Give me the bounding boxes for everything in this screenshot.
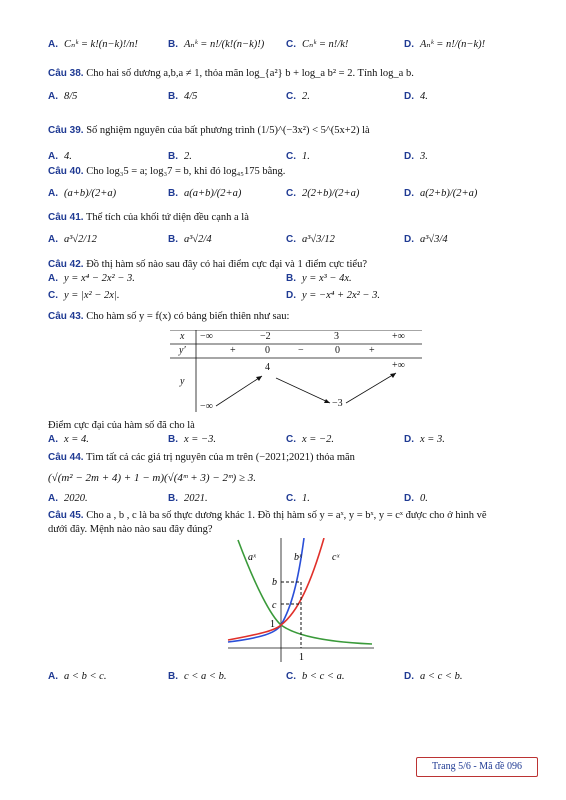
q39-stem	[48, 124, 542, 137]
option-text: a < b < c.	[64, 671, 107, 682]
option-text: b < c < a.	[302, 671, 345, 682]
q43-stem	[48, 310, 542, 323]
option-letter: A.	[48, 434, 58, 445]
q38-option-c[interactable]	[286, 90, 310, 104]
tick-c: c	[272, 600, 277, 611]
option-letter: B.	[168, 39, 178, 50]
table-y-value: −3	[332, 398, 343, 409]
option-text: (a+b)/(2+a)	[64, 188, 117, 199]
q44-option-b[interactable]	[168, 492, 208, 506]
table-sign: +	[369, 345, 375, 356]
table-yprime-header: y′	[179, 345, 186, 356]
q41-option-a[interactable]	[48, 233, 97, 247]
q39-option-b[interactable]	[168, 150, 192, 164]
option-text: a³√2/12	[64, 234, 97, 245]
q43-options	[48, 433, 546, 449]
option-text: x = 3.	[420, 434, 445, 445]
q40-options	[48, 187, 546, 203]
variation-table	[170, 330, 422, 412]
q38-option-a[interactable]	[48, 90, 77, 104]
option-letter: B.	[168, 188, 178, 199]
option-text: y = −x⁴ + 2x² − 3.	[302, 290, 380, 301]
label-b: bˣ	[294, 552, 302, 563]
option-letter: C.	[286, 151, 296, 162]
q44-option-d[interactable]	[404, 492, 428, 506]
option-text: 2(2+b)/(2+a)	[302, 188, 360, 199]
option-letter: C.	[286, 434, 296, 445]
option-letter: D.	[404, 671, 414, 682]
q39-option-d[interactable]	[404, 150, 428, 164]
option-text: x = 4.	[64, 434, 89, 445]
table-x-value: −2	[260, 331, 271, 342]
option-text: Cₙᵏ = k!(n−k)!/n!	[64, 39, 138, 50]
q39-option-c[interactable]	[286, 150, 310, 164]
q42-options	[48, 272, 546, 306]
option-text: a(a+b)/(2+a)	[184, 188, 242, 199]
option-text: a³√3/4	[420, 234, 448, 245]
table-y-value: +∞	[392, 360, 405, 371]
table-sign: +	[230, 345, 236, 356]
option-letter: C.	[286, 188, 296, 199]
table-x-value: +∞	[392, 331, 405, 342]
option-letter: D.	[404, 151, 414, 162]
label-a: aˣ	[248, 552, 256, 563]
q37-option-a[interactable]	[48, 38, 138, 52]
q44-stem	[48, 451, 542, 464]
question-text: Đồ thị hàm số nào sau đây có hai điểm cực đại và 1 điểm cực tiểu?	[86, 259, 367, 270]
q42-option-a[interactable]	[48, 272, 135, 286]
option-letter: C.	[286, 671, 296, 682]
q43-after-text: Điểm cực đại của hàm số đã cho là	[48, 420, 195, 431]
q39-option-a[interactable]	[48, 150, 72, 164]
q42-stem	[48, 258, 542, 271]
option-text: 4.	[420, 91, 428, 102]
q41-stem	[48, 211, 542, 224]
q44-options	[48, 492, 546, 508]
question-number: Câu 38.	[48, 68, 84, 79]
option-text: 3.	[420, 151, 428, 162]
question-number: Câu 42.	[48, 259, 84, 270]
option-text: Aₙᵏ = n!/(k!(n−k)!)	[184, 39, 265, 50]
option-letter: A.	[48, 151, 58, 162]
q38-option-d[interactable]	[404, 90, 428, 104]
option-letter: C.	[286, 234, 296, 245]
option-letter: C.	[286, 39, 296, 50]
question-text: Cho log₃5 = a; log₃7 = b, khi đó log₄₅175 bằng.	[86, 166, 286, 177]
q40-option-c[interactable]	[286, 187, 359, 201]
q44-expression: (√(m² − 2m + 4) + 1 − m)(√(4ᵐ + 3) − 2ᵐ) ≥ 3.	[48, 472, 257, 484]
option-text: 8/5	[64, 91, 78, 102]
q43-option-b[interactable]	[168, 433, 216, 447]
option-text: c < a < b.	[184, 671, 227, 682]
option-text: a³√3/12	[302, 234, 335, 245]
q45-option-b[interactable]	[168, 670, 226, 684]
table-sign: −	[298, 345, 304, 356]
question-text: Số nghiệm nguyên của bất phương trình (1/5)^(−3x²) < 5^(5x+2) là	[86, 125, 370, 136]
table-x-value: 3	[334, 331, 339, 342]
q38-stem	[48, 67, 542, 80]
page-footer: Trang 5/6 - Mã đề 096	[416, 757, 538, 777]
option-letter: A.	[48, 671, 58, 682]
option-letter: D.	[404, 434, 414, 445]
q45-options	[48, 670, 546, 686]
tick-1-x: 1	[299, 652, 304, 663]
q40-option-d[interactable]	[404, 187, 477, 201]
question-number: Câu 41.	[48, 212, 84, 223]
question-text: Thể tích của khối tứ diện đều cạnh a là	[86, 212, 249, 223]
option-letter: B.	[168, 434, 178, 445]
q41-options	[48, 233, 546, 249]
q43-option-a[interactable]	[48, 433, 89, 447]
option-letter: B.	[168, 493, 178, 504]
option-text: 1.	[302, 493, 310, 504]
question-text: Cho hàm số y = f(x) có bảng biến thiên như sau:	[86, 311, 290, 322]
option-letter: C.	[286, 493, 296, 504]
option-text: 0.	[420, 493, 428, 504]
option-text: a³√2/4	[184, 234, 212, 245]
option-text: y = |x² − 2x|.	[64, 290, 120, 301]
option-text: Cₙᵏ = n!/k!	[302, 39, 349, 50]
q37-option-b[interactable]	[168, 38, 264, 52]
q40-option-b[interactable]	[168, 187, 241, 201]
option-text: a < c < b.	[420, 671, 463, 682]
option-letter: B.	[168, 91, 178, 102]
option-letter: C.	[48, 290, 58, 301]
q40-stem	[48, 165, 542, 178]
label-c: cˣ	[332, 552, 340, 563]
option-text: x = −3.	[184, 434, 216, 445]
option-text: 1.	[302, 151, 310, 162]
tick-1-y: 1	[270, 619, 275, 630]
q37-option-d[interactable]	[404, 38, 485, 52]
option-letter: D.	[404, 493, 414, 504]
question-text: Tìm tất cả các giá trị nguyên của m trên (−2021;2021) thỏa mãn	[86, 452, 355, 463]
q38-option-b[interactable]	[168, 90, 197, 104]
q41-option-d[interactable]	[404, 233, 448, 247]
q38-options	[48, 90, 546, 106]
q45-option-d[interactable]	[404, 670, 462, 684]
q41-option-c[interactable]	[286, 233, 335, 247]
q40-option-a[interactable]	[48, 187, 116, 201]
table-y-header: y	[180, 376, 185, 387]
option-letter: A.	[48, 493, 58, 504]
question-number: Câu 43.	[48, 311, 84, 322]
option-letter: D.	[286, 290, 296, 301]
table-x-header: x	[180, 331, 185, 342]
question-number: Câu 39.	[48, 125, 84, 136]
option-letter: B.	[168, 234, 178, 245]
option-text: 4/5	[184, 91, 198, 102]
tick-b: b	[272, 577, 277, 588]
q44-option-a[interactable]	[48, 492, 88, 506]
q42-option-c[interactable]	[48, 289, 119, 303]
option-text: Aₙᵏ = n!/(n−k)!	[420, 39, 486, 50]
q42-option-b[interactable]	[286, 272, 352, 286]
option-text: 4.	[64, 151, 72, 162]
q43-option-d[interactable]	[404, 433, 445, 447]
option-text: a(2+b)/(2+a)	[420, 188, 478, 199]
option-letter: B.	[168, 671, 178, 682]
option-text: 2.	[184, 151, 192, 162]
q45-stem	[48, 509, 542, 522]
table-x-value: −∞	[200, 331, 213, 342]
option-letter: C.	[286, 91, 296, 102]
option-letter: A.	[48, 188, 58, 199]
table-sign: 0	[265, 345, 270, 356]
q41-option-b[interactable]	[168, 233, 212, 247]
q45-option-c[interactable]	[286, 670, 344, 684]
q45-stem-line2: dưới đây. Mệnh nào nào sau đây đúng?	[48, 524, 213, 535]
curve-b	[228, 538, 304, 642]
option-letter: A.	[48, 234, 58, 245]
table-y-value: 4	[265, 362, 270, 373]
option-letter: D.	[404, 39, 414, 50]
option-letter: B.	[168, 151, 178, 162]
q42-option-d[interactable]	[286, 289, 380, 303]
option-text: y = x³ − 4x.	[302, 273, 352, 284]
q43-option-c[interactable]	[286, 433, 334, 447]
table-y-value: −∞	[200, 401, 213, 412]
option-text: 2.	[302, 91, 310, 102]
question-text: Cho hai số dương a,b,a ≠ 1, thỏa mãn log_{a²} b + log_a b² = 2. Tính log_a b.	[86, 68, 414, 79]
option-letter: A.	[48, 91, 58, 102]
exponential-graph	[226, 538, 376, 666]
option-letter: A.	[48, 39, 58, 50]
q37-options	[48, 38, 546, 54]
option-letter: D.	[404, 91, 414, 102]
question-text: Cho a , b , c là ba số thực dương khác 1. Đồ thị hàm số y = aˣ, y = bˣ, y = cˣ được cho ở hình vẽ	[86, 510, 487, 521]
option-letter: A.	[48, 273, 58, 284]
question-number: Câu 44.	[48, 452, 84, 463]
option-text: 2020.	[64, 493, 88, 504]
option-text: 2021.	[184, 493, 208, 504]
q44-option-c[interactable]	[286, 492, 310, 506]
option-text: y = x⁴ − 2x² − 3.	[64, 273, 135, 284]
variation-table-lines	[170, 330, 422, 412]
q45-option-a[interactable]	[48, 670, 106, 684]
option-letter: D.	[404, 188, 414, 199]
option-letter: D.	[404, 234, 414, 245]
option-letter: B.	[286, 273, 296, 284]
option-text: x = −2.	[302, 434, 334, 445]
table-sign: 0	[335, 345, 340, 356]
question-number: Câu 40.	[48, 166, 84, 177]
q37-option-c[interactable]	[286, 38, 348, 52]
question-number: Câu 45.	[48, 510, 84, 521]
q39-options	[48, 150, 546, 166]
